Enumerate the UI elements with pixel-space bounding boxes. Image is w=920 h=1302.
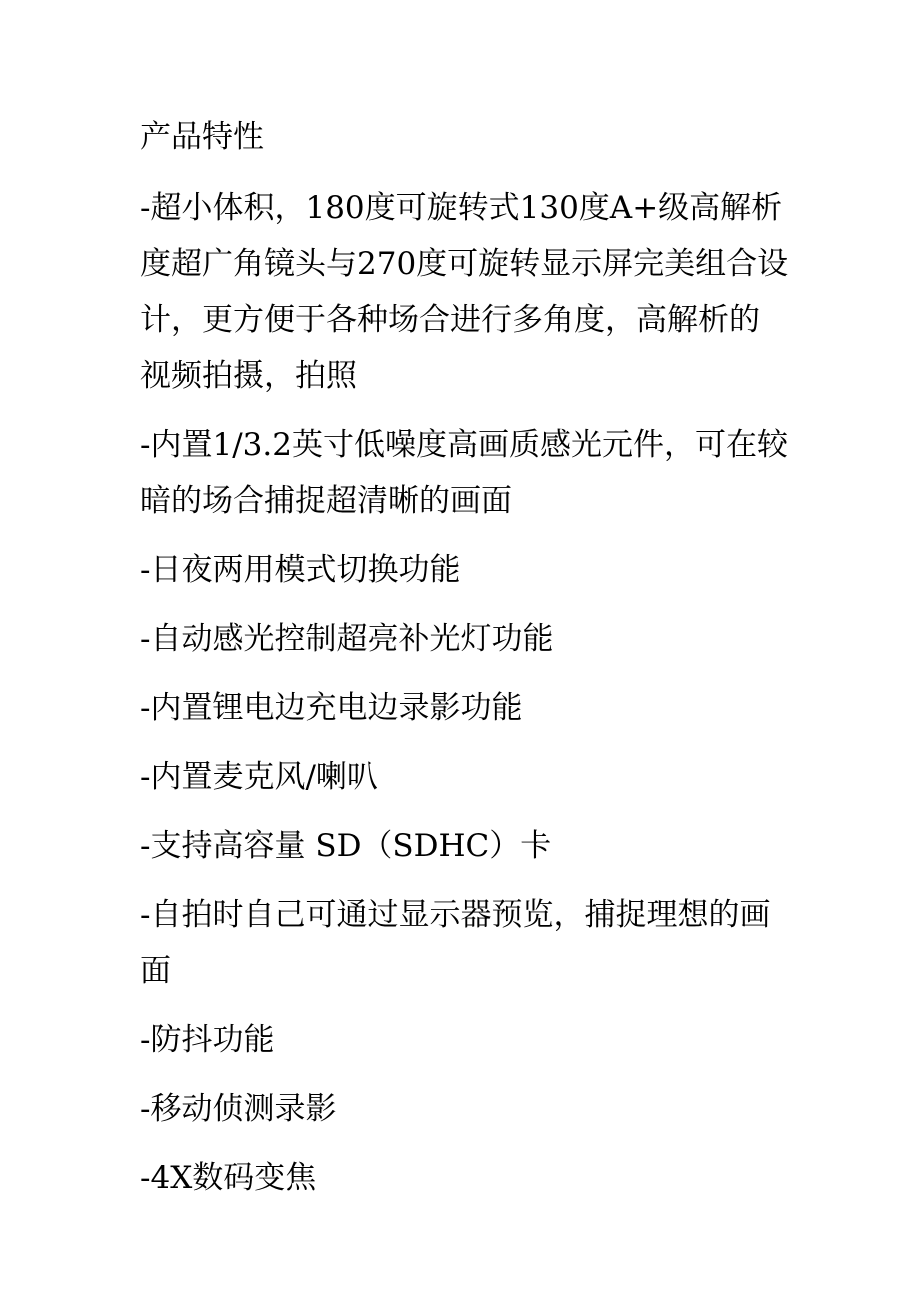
feature-paragraph-8: -自拍时自己可通过显示器预览，捕捉理想的画面 (140, 897, 771, 989)
feature-paragraph-9: -防抖功能 (140, 1022, 275, 1058)
feature-paragraph-2: -内置1/3.2英寸低噪度高画质感光元件，可在较暗的场合捕捉超清晰的画面 (140, 427, 788, 519)
feature-paragraph-3: -日夜两用模式切换功能 (140, 552, 461, 588)
feature-paragraph-7: -支持高容量 SD（SDHC）卡 (140, 828, 552, 864)
feature-paragraph-1: -超小体积，180度可旋转式130度A+级高解析度超广角镜头与270度可旋转显示屏完美组合设计，更方便于各种场合进行多角度，高解析的视频拍摄，拍照 (140, 190, 789, 394)
feature-paragraph-10: -移动侦测录影 (140, 1091, 337, 1127)
page-title: 产品特性 (140, 119, 264, 155)
feature-paragraph-6: -内置麦克风/喇叭 (140, 759, 378, 795)
document-body (140, 112, 790, 1219)
feature-paragraph-4: -自动感光控制超亮补光灯功能 (140, 621, 554, 657)
feature-paragraph-11: -4X数码变焦 (140, 1160, 317, 1196)
feature-paragraph-5: -内置锂电边充电边录影功能 (140, 690, 523, 726)
